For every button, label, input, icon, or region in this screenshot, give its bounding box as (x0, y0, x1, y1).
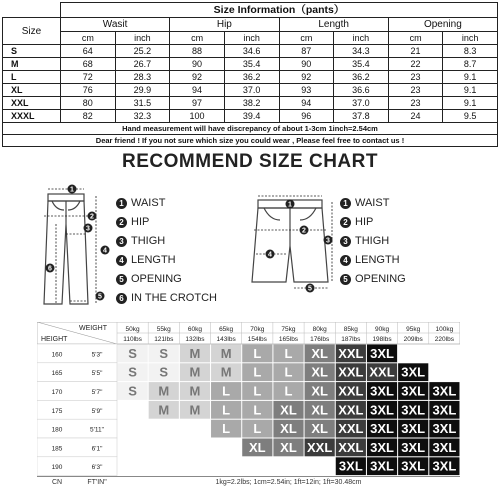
weight-lbs-label: 110lbs (123, 336, 142, 343)
size-grid-cell (429, 363, 459, 381)
size-grid-label: L (222, 421, 231, 437)
size-value: 9.5 (443, 110, 498, 123)
size-label: XL (3, 84, 61, 97)
size-grid-cell (118, 420, 148, 438)
weight-kg-label: 85kg (343, 326, 358, 333)
size-value: 97 (170, 97, 225, 110)
size-label: XXL (3, 97, 61, 110)
size-value: 38.2 (224, 97, 279, 110)
height-ft-label: 5'9" (91, 407, 103, 415)
size-grid-cell (211, 439, 241, 457)
size-value: 88 (170, 45, 225, 58)
weight-kg-label: 50kg (125, 326, 140, 333)
measure-label: LENGTH (355, 254, 400, 266)
measure-label: WAIST (131, 197, 166, 209)
size-value: 37.8 (334, 110, 389, 123)
size-value: 29.9 (115, 84, 170, 97)
weight-lbs-label: 220lbs (434, 336, 454, 343)
size-value: 35.4 (224, 58, 279, 71)
height-cell-bg (37, 344, 117, 363)
size-grid-cell (118, 439, 148, 457)
measure-label: OPENING (131, 273, 182, 285)
shorts-measure-item (340, 232, 406, 251)
weight-kg-label: 65kg (219, 326, 234, 333)
size-grid-cell (118, 457, 148, 475)
size-grid-label: XXL (369, 364, 395, 380)
pants-badge-1: 1 (70, 186, 74, 194)
size-row (3, 45, 498, 58)
height-cm-label: 180 (51, 426, 63, 434)
shorts-badge-1: 1 (288, 201, 292, 209)
number-badge: 6 (116, 293, 127, 304)
number-badge: 3 (116, 236, 127, 247)
size-grid-label: XXL (338, 345, 364, 361)
size-grid-label: XL (311, 421, 328, 437)
size-row (3, 110, 498, 123)
number-badge: 1 (340, 198, 351, 209)
size-grid-label: 3XL (338, 458, 363, 474)
weight-kg-label: 100kg (435, 326, 454, 333)
height-ft-label: 5'11" (90, 426, 104, 434)
shorts-measure-item (340, 251, 406, 270)
height-cm-label: 165 (51, 370, 63, 378)
size-grid-label: M (189, 383, 201, 399)
size-grid-label: XXL (338, 383, 364, 399)
height-cm-label: 185 (51, 445, 63, 453)
size-grid-label: XL (311, 345, 328, 361)
size-value: 96 (279, 110, 334, 123)
size-value: 80 (61, 97, 116, 110)
size-value: 23 (388, 71, 443, 84)
weight-lbs-label: 143lbs (216, 336, 236, 343)
height-cell-bg (37, 457, 117, 476)
height-cm-label: 170 (51, 389, 63, 396)
size-grid-label: L (284, 383, 293, 399)
size-grid-label: L (253, 421, 262, 437)
shorts-badge-4: 4 (268, 251, 272, 259)
size-value: 31.5 (115, 97, 170, 110)
shorts-badge-5: 5 (308, 285, 312, 293)
size-value: 90 (279, 58, 334, 71)
footer-unit: FT'IN" (87, 479, 107, 486)
pants-measure-item (116, 213, 217, 232)
pants-badge-5: 5 (98, 293, 102, 301)
size-grid-label: XXL (338, 402, 364, 418)
weight-lbs-label: 154lbs (247, 336, 267, 343)
size-value: 24 (388, 110, 443, 123)
size-grid-label: XL (280, 439, 297, 455)
size-table-body (3, 45, 498, 123)
pants-badge-3: 3 (86, 225, 90, 233)
size-value: 92 (279, 71, 334, 84)
weight-lbs-label: 165lbs (278, 336, 299, 343)
size-grid-label: M (189, 364, 201, 380)
length-header: Length (279, 18, 388, 32)
footer-cn: CN (51, 479, 63, 486)
footer-conversion-note: 1kg=2.2lbs; 1cm=2.54in; 1ft=12in; 1ft=30.48cm (215, 479, 362, 486)
size-value: 94 (170, 84, 225, 97)
size-value: 82 (61, 110, 116, 123)
weight-lbs-label: 209lbs (403, 336, 423, 343)
size-value: 76 (61, 84, 116, 97)
size-grid-label: 3XL (370, 439, 394, 455)
pants-badge-4: 4 (103, 247, 107, 255)
shorts-measure-item (340, 213, 406, 232)
size-value: 36.2 (224, 71, 279, 84)
size-grid-label: M (189, 402, 201, 418)
weight-lbs-label: 198lbs (372, 336, 392, 343)
size-grid-label: L (222, 402, 231, 418)
height-ft-label: 5'5" (91, 370, 103, 378)
weight-kg-label: 55kg (156, 326, 171, 333)
size-grid-label: 3XL (432, 383, 457, 399)
pants-measure-item (116, 251, 217, 270)
size-grid-label: 3XL (370, 383, 394, 399)
size-value: 100 (170, 110, 225, 123)
weight-kg-label: 75kg (281, 326, 296, 333)
unit-inch: inch (443, 32, 498, 45)
size-value: 35.4 (334, 58, 389, 71)
size-grid-label: S (159, 345, 169, 361)
number-badge: 1 (116, 198, 127, 209)
size-grid-cell (211, 457, 241, 475)
size-grid-label: 3XL (401, 439, 426, 455)
size-grid-label: XXL (307, 439, 333, 455)
size-value: 37.0 (334, 97, 389, 110)
measurement-note: Hand measurement will have discrepancy of about 1-3cm 1inch=2.54cm (3, 123, 498, 135)
weight-lbs-label: 187lbs (341, 336, 361, 343)
size-grid-label: 3XL (401, 402, 426, 418)
size-value: 9.1 (443, 97, 498, 110)
size-value: 36.2 (334, 71, 389, 84)
size-grid-label: XL (248, 439, 266, 455)
height-cm-label: 160 (51, 351, 63, 359)
recommend-size-grid (37, 322, 460, 476)
size-grid-label: L (253, 364, 262, 380)
size-grid-label: L (284, 364, 293, 380)
measure-label: THIGH (131, 235, 166, 247)
number-badge: 4 (340, 255, 351, 266)
shorts-pocket-left (264, 208, 280, 220)
size-label: M (3, 58, 61, 71)
size-grid-label: M (158, 383, 170, 399)
size-grid-label: L (222, 383, 231, 399)
weight-kg-label: 70kg (250, 326, 265, 333)
size-grid-label: S (128, 364, 137, 380)
size-grid-cell (180, 457, 210, 475)
size-grid-label: 3XL (401, 458, 426, 474)
weight-kg-label: 80kg (312, 326, 327, 333)
size-grid-label: XXL (338, 364, 364, 380)
measure-label: IN THE CROTCH (131, 292, 217, 304)
size-grid-label: S (159, 364, 169, 380)
size-column-header: Size (3, 18, 61, 45)
unit-inch: inch (224, 32, 279, 45)
weight-lbs-label: 132lbs (185, 336, 205, 343)
size-grid-label: S (128, 383, 137, 399)
size-grid-label: 3XL (401, 383, 426, 399)
number-badge: 5 (340, 274, 351, 285)
measure-label: THIGH (355, 235, 390, 247)
size-grid-label: L (253, 402, 262, 418)
weight-kg-label: 60kg (187, 326, 203, 333)
size-row (3, 84, 498, 97)
pants-waistband (48, 194, 84, 201)
size-grid-label: 3XL (432, 439, 457, 455)
shorts-illustration (246, 194, 338, 298)
weight-lbs-label: 176lbs (310, 336, 330, 343)
size-grid-label: 3XL (370, 402, 394, 418)
weight-label: WEIGHT (79, 325, 107, 332)
size-label: L (3, 71, 61, 84)
size-value: 32.3 (115, 110, 170, 123)
size-grid-label: 3XL (432, 458, 457, 474)
size-information-table (2, 2, 498, 147)
size-grid-label: 3XL (370, 345, 394, 361)
shorts-pocket-right (300, 208, 316, 220)
size-grid-label: S (128, 345, 137, 361)
size-grid-label: 3XL (432, 421, 457, 437)
number-badge: 2 (340, 217, 351, 228)
number-badge: 2 (116, 217, 127, 228)
size-value: 22 (388, 58, 443, 71)
height-cell-bg (37, 419, 117, 438)
size-row (3, 58, 498, 71)
size-table-title: Size Information（pants） (61, 3, 498, 18)
height-cell-bg (37, 363, 117, 382)
size-grid-label: XL (311, 383, 328, 399)
shorts-badge-2: 2 (302, 227, 306, 235)
size-grid-label: M (220, 364, 232, 380)
size-grid-cell (180, 420, 210, 438)
pants-measure-item (116, 232, 217, 251)
weight-kg-label: 95kg (406, 326, 421, 333)
size-grid-label: L (253, 345, 262, 361)
pants-badge-6: 6 (48, 265, 52, 273)
size-value: 9.1 (443, 71, 498, 84)
contact-note: Dear friend ! If you not sure which size you could wear , Please feel free to contact us ! (3, 135, 498, 147)
size-value: 39.4 (224, 110, 279, 123)
measure-label: HIP (131, 216, 150, 228)
size-grid-label: 3XL (432, 402, 457, 418)
size-grid-cell (273, 457, 303, 475)
height-cell-bg (37, 382, 117, 401)
height-ft-label: 6'1" (91, 445, 103, 453)
size-grid-cell (118, 401, 148, 419)
height-cell-bg (37, 400, 117, 419)
pants-illustration (30, 184, 114, 312)
size-value: 9.1 (443, 84, 498, 97)
size-value: 37.0 (224, 84, 279, 97)
size-value: 94 (279, 97, 334, 110)
size-grid-label: M (158, 402, 170, 418)
size-grid-label: XL (311, 364, 328, 380)
size-value: 25.2 (115, 45, 170, 58)
pants-measure-item (116, 194, 217, 213)
recommend-size-chart-title: RECOMMEND SIZE CHART (122, 151, 378, 172)
pants-measure-item (116, 270, 217, 289)
size-grid-label: XL (280, 421, 297, 437)
number-badge: 4 (116, 255, 127, 266)
size-grid-cell (242, 457, 272, 475)
size-value: 64 (61, 45, 116, 58)
size-row (3, 97, 498, 110)
height-cell-bg (37, 438, 117, 457)
measure-label: OPENING (355, 273, 406, 285)
size-grid-label: XL (311, 402, 328, 418)
shorts-measure-item (340, 270, 406, 289)
size-value: 23 (388, 97, 443, 110)
size-value: 23 (388, 84, 443, 97)
unit-cm: cm (388, 32, 443, 45)
pants-measure-item (116, 289, 217, 308)
size-grid-label: 3XL (370, 458, 394, 474)
size-grid-label: M (189, 345, 201, 361)
size-value: 90 (170, 58, 225, 71)
size-grid-label: L (253, 383, 262, 399)
size-value: 28.3 (115, 71, 170, 84)
size-grid-label: XL (280, 402, 297, 418)
waist-header: Wasit (61, 18, 170, 32)
size-table-corner (3, 3, 61, 18)
shorts-badge-3: 3 (326, 237, 330, 245)
unit-inch: inch (334, 32, 389, 45)
height-label: HEIGHT (41, 336, 68, 343)
height-cm-label: 190 (51, 464, 63, 472)
size-value: 34.3 (334, 45, 389, 58)
height-ft-label: 5'7" (91, 389, 103, 396)
size-grid-label: 3XL (401, 421, 426, 437)
size-grid-cell (305, 457, 335, 475)
size-grid-cell (180, 439, 210, 457)
unit-header-row (3, 32, 498, 45)
size-value: 93 (279, 84, 334, 97)
shorts-measure-list (340, 194, 406, 289)
size-value: 92 (170, 71, 225, 84)
size-value: 34.6 (224, 45, 279, 58)
size-grid-label: XXL (338, 421, 364, 437)
size-grid-cell (149, 439, 179, 457)
height-ft-label: 6'3" (91, 464, 103, 472)
pants-pocket-left (52, 201, 64, 210)
size-grid-cell (398, 345, 428, 363)
number-badge: 3 (340, 236, 351, 247)
size-grid-cell (149, 420, 179, 438)
measure-label: LENGTH (131, 254, 176, 266)
size-grid-label: L (284, 345, 293, 361)
size-grid-label: M (220, 345, 232, 361)
conversion-footer (37, 476, 460, 491)
weight-lbs-label: 121lbs (154, 336, 174, 343)
size-value: 21 (388, 45, 443, 58)
unit-cm: cm (170, 32, 225, 45)
size-label: XXXL (3, 110, 61, 123)
weight-kg-label: 90kg (374, 326, 390, 333)
size-value: 68 (61, 58, 116, 71)
height-cm-label: 175 (51, 407, 63, 415)
size-grid-cell (149, 457, 179, 475)
measure-label: HIP (355, 216, 374, 228)
unit-cm: cm (61, 32, 116, 45)
pants-pocket-right (68, 201, 80, 210)
unit-inch: inch (115, 32, 170, 45)
unit-cm: cm (279, 32, 334, 45)
number-badge: 5 (116, 274, 127, 285)
height-ft-label: 5'3" (91, 351, 103, 359)
size-value: 36.6 (334, 84, 389, 97)
shorts-measure-item (340, 194, 406, 213)
opening-header: Opening (388, 18, 497, 32)
size-grid-label: 3XL (401, 364, 426, 380)
measure-label: WAIST (355, 197, 390, 209)
size-value: 26.7 (115, 58, 170, 71)
size-value: 8.3 (443, 45, 498, 58)
size-value: 72 (61, 71, 116, 84)
size-grid-cell (429, 345, 459, 363)
size-value: 8.7 (443, 58, 498, 71)
hip-header: Hip (170, 18, 279, 32)
size-value: 87 (279, 45, 334, 58)
size-label: S (3, 45, 61, 58)
size-grid-label: XXL (338, 439, 364, 455)
pants-badge-2: 2 (90, 213, 94, 221)
size-grid-label: 3XL (370, 421, 394, 437)
pants-measure-list (116, 194, 217, 308)
size-row (3, 71, 498, 84)
